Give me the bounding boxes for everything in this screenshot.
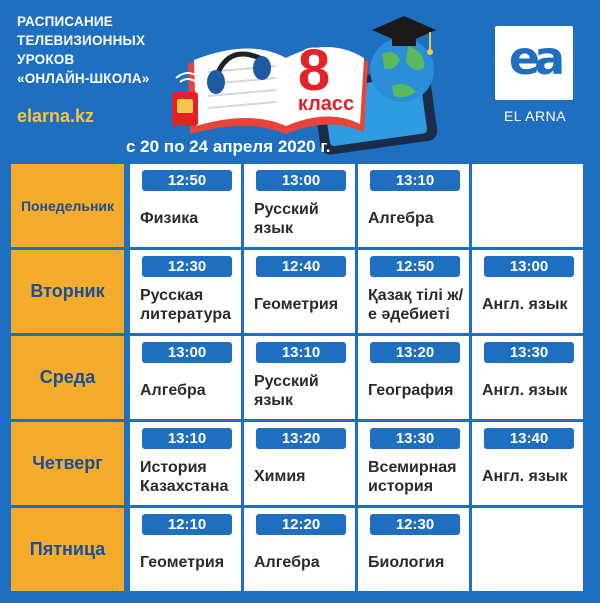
lesson-time-badge: 12:50 (142, 170, 232, 191)
schedule-row (11, 250, 589, 333)
title-line: РАСПИСАНИЕ (17, 14, 114, 29)
lesson-subject: Биология (368, 554, 445, 571)
lesson-subject: Химия (254, 468, 306, 485)
lesson-cell (244, 508, 355, 591)
lesson-subject: Геометрия (254, 296, 339, 313)
lesson-subject: Англ. язык (482, 382, 568, 399)
day-label: Вторник (11, 250, 124, 333)
grade-number: 8 (297, 38, 331, 103)
lesson-subject: Алгебра (254, 554, 320, 571)
lesson-time-badge: 12:40 (256, 256, 346, 277)
logo-letters: ea (508, 31, 560, 85)
lesson-cell (130, 422, 241, 505)
logo-text: EL ARNA (503, 108, 567, 124)
lesson-time-badge: 13:00 (256, 170, 346, 191)
lesson-cell (130, 508, 241, 591)
lesson-cell (244, 164, 355, 247)
lesson-time-badge: 13:10 (142, 428, 232, 449)
lesson-subject: Русская литература (140, 286, 231, 323)
lesson-subject: География (368, 382, 454, 399)
schedule-row (11, 164, 589, 247)
lesson-subject: Русский язык (254, 372, 319, 409)
lesson-cell (472, 422, 583, 505)
site-link[interactable]: elarna.kz (17, 106, 95, 126)
day-label: Четверг (11, 422, 124, 505)
title-line: «ОНЛАЙН-ШКОЛА» (17, 71, 150, 86)
lesson-cell (130, 250, 241, 333)
lesson-subject: Геометрия (140, 554, 225, 571)
schedule-table (11, 164, 589, 596)
lesson-time-badge: 13:40 (484, 428, 574, 449)
lesson-cell (472, 336, 583, 419)
lesson-cell (244, 336, 355, 419)
lesson-cell (358, 250, 469, 333)
lesson-time-badge: 13:00 (142, 342, 232, 363)
lesson-time-badge: 12:30 (142, 256, 232, 277)
lesson-time-badge: 13:30 (370, 428, 460, 449)
lesson-time-badge: 13:10 (370, 170, 460, 191)
lesson-cell (358, 336, 469, 419)
lesson-cell (472, 508, 583, 591)
lesson-time-badge: 13:00 (484, 256, 574, 277)
lesson-time-badge: 13:20 (370, 342, 460, 363)
lesson-time-badge: 12:30 (370, 514, 460, 535)
schedule-row (11, 336, 589, 419)
lesson-cell (358, 508, 469, 591)
lesson-cell (472, 164, 583, 247)
lesson-cell (358, 422, 469, 505)
lesson-subject: Англ. язык (482, 296, 568, 313)
lesson-cell (130, 336, 241, 419)
lesson-subject: Всемирная история (368, 458, 457, 495)
lesson-time-badge: 12:50 (370, 256, 460, 277)
lesson-cell (244, 250, 355, 333)
day-label: Пятница (11, 508, 124, 591)
sim-card-icon (172, 73, 200, 126)
date-range: с 20 по 24 апреля 2020 г. (126, 137, 331, 156)
lesson-subject: История Казахстана (140, 458, 229, 495)
lesson-subject: Англ. язык (482, 468, 568, 485)
lesson-subject: Русский язык (254, 200, 319, 237)
lesson-cell (358, 164, 469, 247)
title-line: УРОКОВ (17, 52, 75, 67)
globe-icon (370, 38, 434, 102)
schedule-row (11, 508, 589, 591)
schedule-row (11, 422, 589, 505)
lesson-time-badge: 12:20 (256, 514, 346, 535)
lesson-cell (130, 164, 241, 247)
lesson-subject: Қазақ тілі ж/е әдебиеті (368, 286, 464, 323)
day-label: Понедельник (11, 164, 124, 247)
lesson-cell (244, 422, 355, 505)
grade-word: класс (297, 93, 355, 115)
title-line: ТЕЛЕВИЗИОННЫХ (17, 33, 146, 48)
lesson-subject: Алгебра (140, 382, 206, 399)
lesson-subject: Алгебра (368, 210, 434, 227)
lesson-time-badge: 13:20 (256, 428, 346, 449)
lesson-subject: Физика (140, 210, 199, 227)
lesson-time-badge: 13:10 (256, 342, 346, 363)
lesson-time-badge: 12:10 (142, 514, 232, 535)
lesson-time-badge: 13:30 (484, 342, 574, 363)
lesson-cell (472, 250, 583, 333)
header (0, 0, 600, 162)
day-label: Среда (11, 336, 124, 419)
logo (495, 26, 573, 100)
